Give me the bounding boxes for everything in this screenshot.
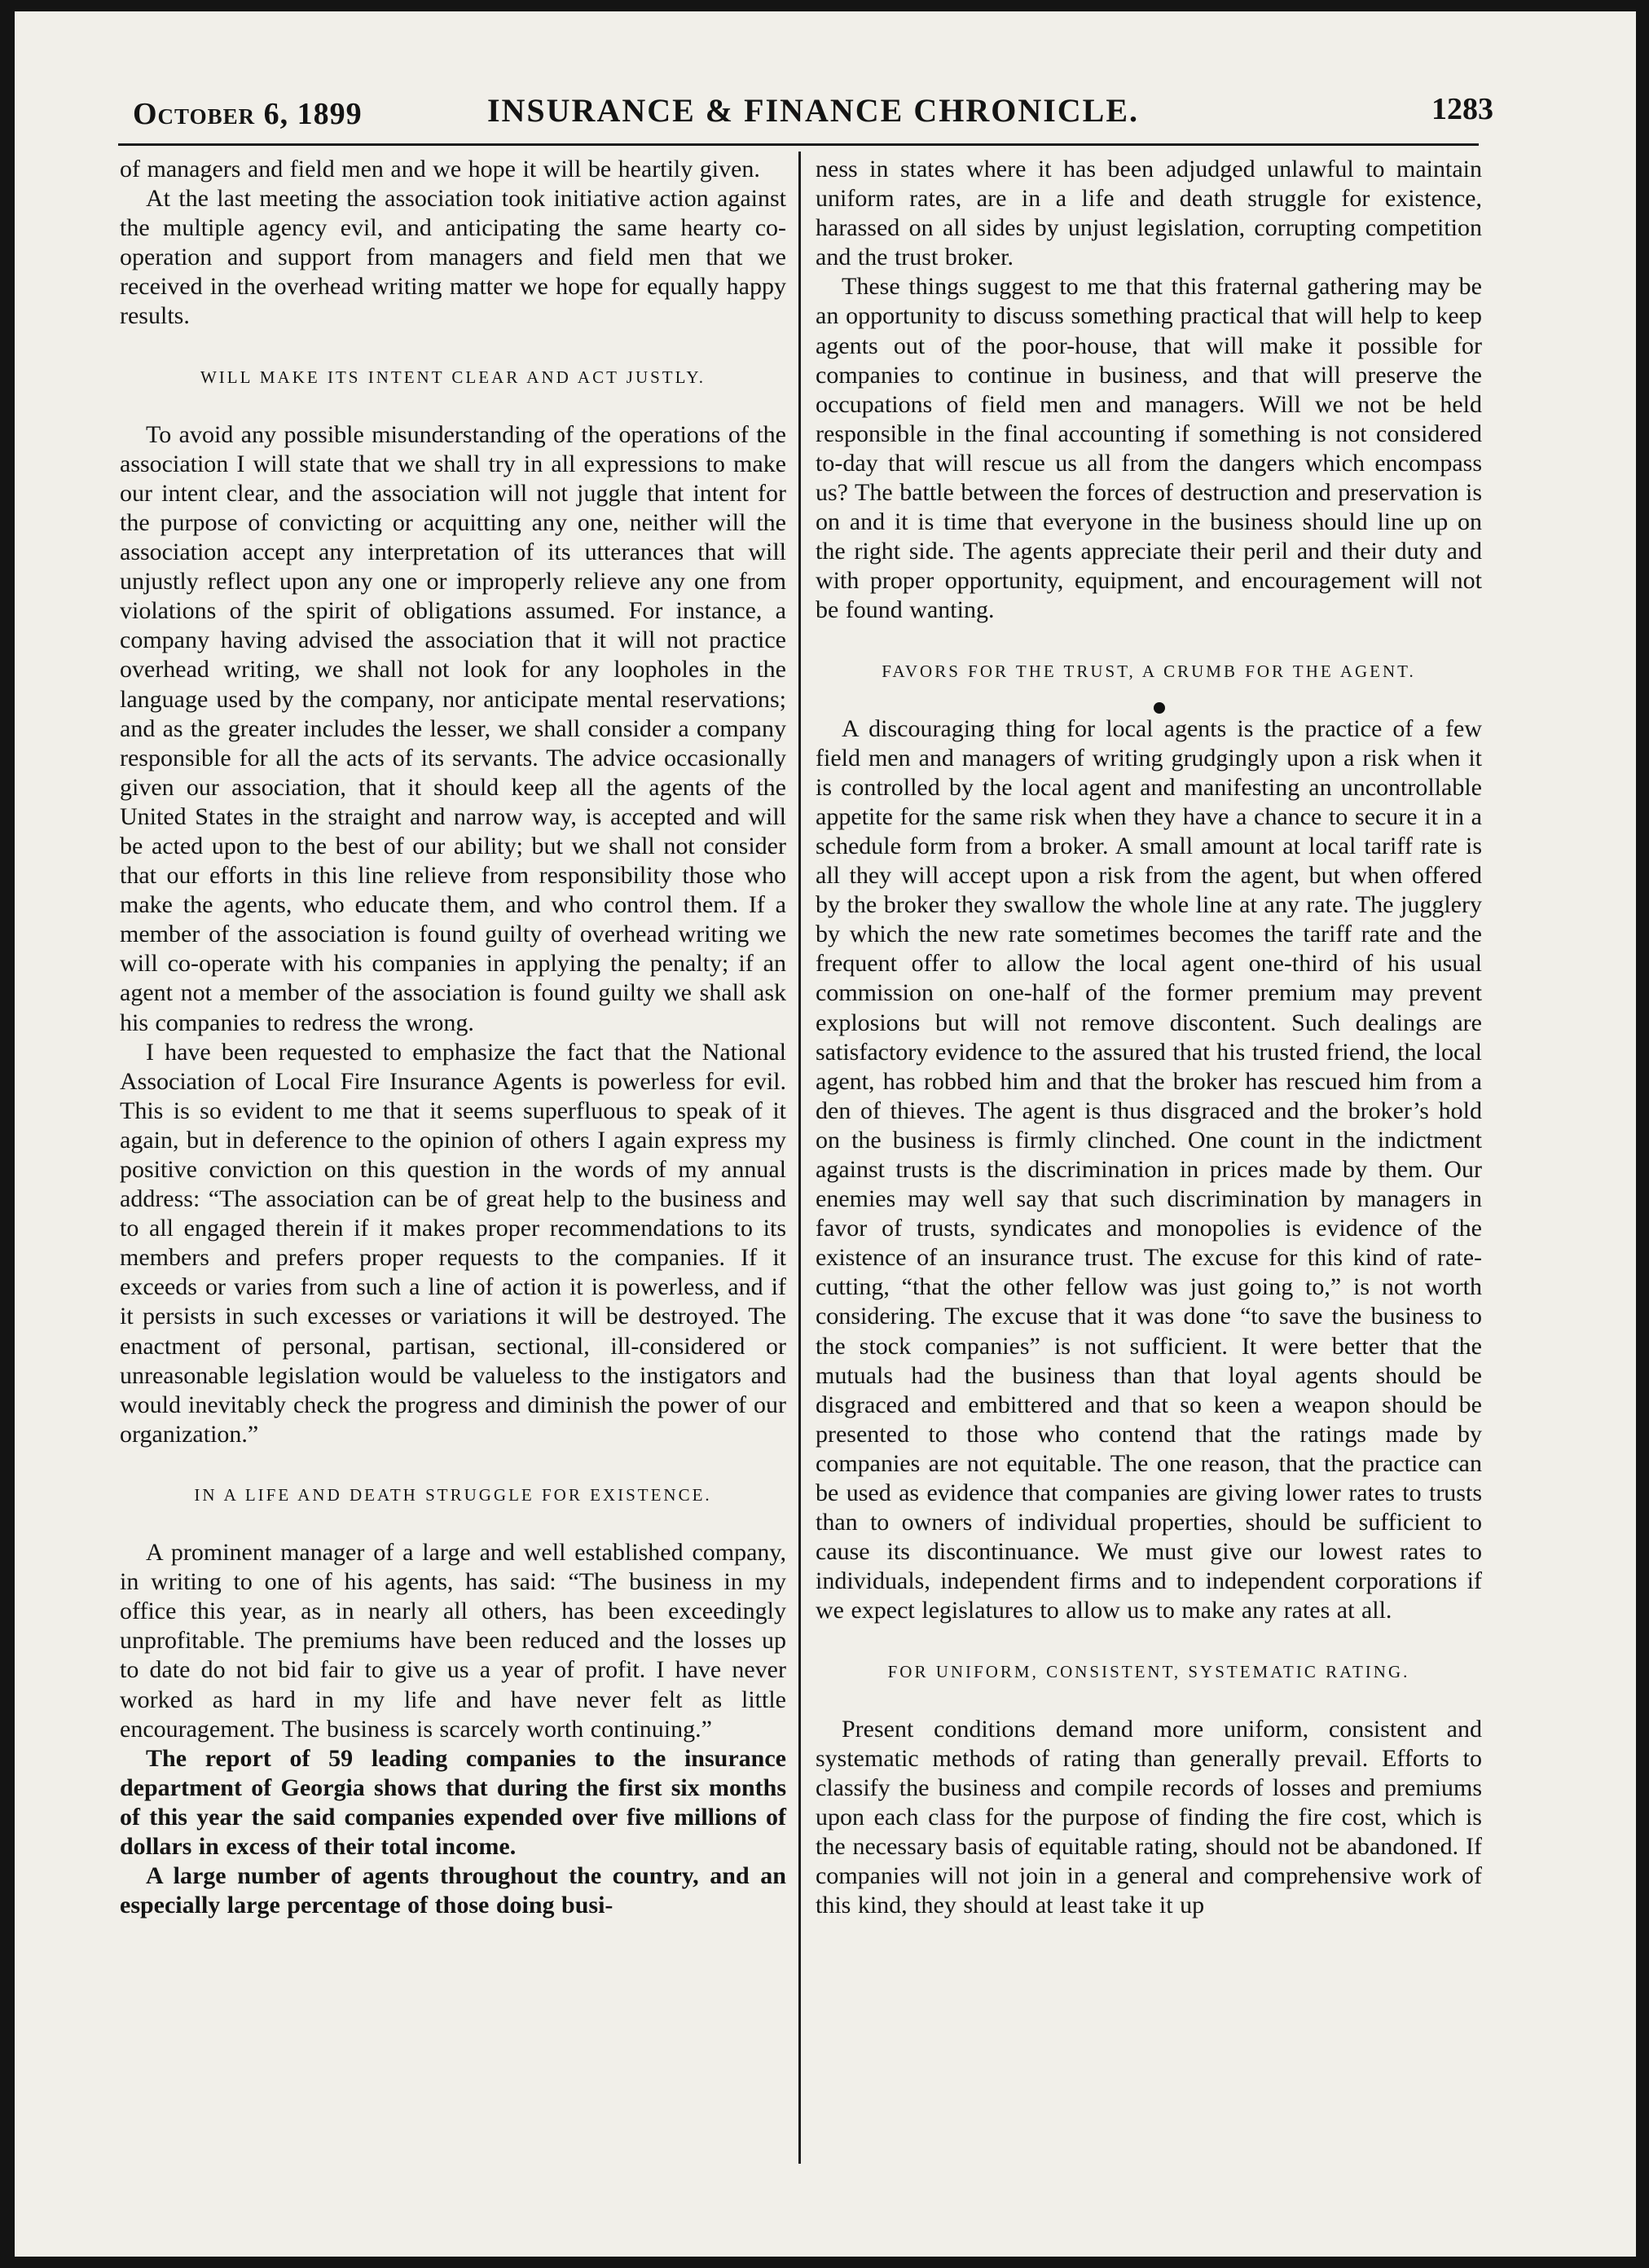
paragraph: ness in states where it has been adjudged unlawful to maintain uniform rates, are in a life and death struggle for existence, harassed on all sides by unjust legislation, corrupting competition and the trust broker. xyxy=(816,156,1482,271)
page-number: 1283 xyxy=(1431,92,1493,126)
ink-dot xyxy=(1154,702,1165,714)
paragraph: A discouraging thing for local agents is the practice of a few field men and managers of writing grudgingly upon a risk when it is controlled by the local agent and manifesting an uncontrollable appetite for the same risk when they have a chance to secure it in a schedule form from a broker. A small amount at local tariff rate is all they will accept upon a risk from the agent, but when offered by the broker they swallow the whole line at any rate. The jugglery by which the new rate sometimes becomes the tariff rate and the frequent offer to allow the local agent one-third of his usual commission on one-half of the former premium may prevent explosions but will not remove discontent. Such dealings are satisfactory evidence to the assured that his trusted friend, the local agent, has robbed him and that the broker has rescued him from a den of thieves. The agent is thus disgraced and the broker’s hold on the business is firmly clinched. One count in the indictment against trusts is the discrimination in prices made by them. Our enemies may well say that such discrimination by managers in favor of trusts, syndicates and monopolies is evidence of the existence of an insurance trust. The excuse for this kind of rate-cutting, “that the other fellow was just going to,” is not worth considering. The excuse that it was done “to save the business to the stock companies” is not sufficient. It were better that the mutuals had the business than that loyal agents should be disgraced and embittered and that so keen a weapon should be presented to those who contend that the ratings made by companies are not equitable. The one reason, that the practice can be used as evidence that companies are giving lower rates to trusts than to owners of individual properties, should be sufficient to cause its discontinuance. We must give our lowest rates to individuals, independent firms and to independent corporations if we expect legislatures to allow us to make any rates at all. xyxy=(816,714,1482,1624)
paragraph: A large number of agents throughout the country, and an especially large percentage of those doing busi- xyxy=(120,1862,786,1919)
section-heading: FAVORS FOR THE TRUST, A CRUMB FOR THE AGENT. xyxy=(882,661,1416,681)
paragraph: These things suggest to me that this fraternal gathering may be an opportunity to discuss something practical that will help to keep agents out of the poor-house, that will make it possible for companies to continue in business, and that will preserve the occupations of field men and managers. Will we not be held responsible in the final accounting if something is not considered to-day that will rescue us all from the dangers which encompass us? The battle between the forces of destruction and preservation is on and it is time that everyone in the business should line up on the right side. The agents appreciate their peril and their duty and with proper opportunity, equipment, and encouragement will not be found wanting. xyxy=(816,273,1482,624)
paragraph: A prominent manager of a large and well established company, in writing to one of his agents, has said: “The business in my office this year, as in nearly all others, has been exceedingly unprofitable. The premiums have been reduced and the losses up to date do not bid fair to give us a year of profit. I have never worked as hard in my life and have never felt as little encouragement. The business is scarcely worth continuing.” xyxy=(120,1539,786,1743)
issue-date: October 6, 1899 xyxy=(133,97,363,131)
section-heading: FOR UNIFORM, CONSISTENT, SYSTEMATIC RATING. xyxy=(887,1661,1410,1681)
paragraph: of managers and field men and we hope it will be heartily given. xyxy=(120,156,760,182)
paragraph: At the last meeting the association took initiative action against the multiple agency evil, and anticipating the same hearty co-operation and support from managers and field men that we received in the overhead writing matter we hope for equally happy results. xyxy=(120,185,786,330)
header-rule xyxy=(118,143,1479,146)
section-heading: WILL MAKE ITS INTENT CLEAR AND ACT JUSTLY. xyxy=(200,367,706,387)
left-column xyxy=(120,155,786,1920)
section-heading: IN A LIFE AND DEATH STRUGGLE FOR EXISTENCE. xyxy=(194,1484,712,1505)
right-column xyxy=(816,155,1482,1920)
page-header xyxy=(133,90,1493,138)
paragraph: To avoid any possible misunderstanding of the operations of the association I will state that we shall try in all expressions to make our intent clear, and the association will not juggle that intent for the purpose of convicting or acquitting any one, neither will the association accept any interpretation of its utterances that will unjustly reflect upon any one or improperly relieve any one from violations of the spirit of obligations assumed. For instance, a company having advised the association that it will not practice overhead writing, we shall not look for any loopholes in the language used by the company, nor anticipate mental reservations; and as the greater includes the lesser, we shall consider a company responsible for all the acts of its servants. The advice occasionally given our association, that it should keep all the agents of the United States in the straight and narrow way, is accepted and will be acted upon to the best of our ability; but we shall not consider that our efforts in this line relieve from responsibility those who make the agents, who educate them, and who control them. If a member of the association is found guilty of overhead writing we will co-operate with his companies in applying the penalty; if an agent not a member of the association is found guilty we shall ask his companies to redress the wrong. xyxy=(120,420,786,1036)
publication-title: INSURANCE & FINANCE CHRONICLE. xyxy=(486,92,1140,129)
paragraph: I have been requested to emphasize the fact that the National Association of Local Fire Insurance Agents is powerless for evil. This is so evident to me that it seems superfluous to speak of it again, but in deference to the opinion of others I again express my positive conviction on this question in the words of my annual address: “The association can be of great help to the business and to all engaged therein if it makes proper recommendations to its members and prefers proper requests to the companies. If it exceeds or varies from such a line of action it is powerless, and if it persists in such excesses or variations it will be destroyed. The enactment of personal, partisan, sectional, ill-considered or unreasonable legislation would be valueless to the instigators and would inevitably check the progress and diminish the power of our organization.” xyxy=(120,1038,786,1448)
paragraph: Present conditions demand more uniform, consistent and systematic methods of rating than generally prevail. Efforts to classify the business and compile records of losses and premiums upon each class for the purpose of finding the fire cost, which is the necessary basis of equitable rating, should not be abandoned. If companies will not join in a general and comprehensive work of this kind, they should at least take it up xyxy=(816,1715,1482,1919)
column-divider xyxy=(798,152,801,2164)
paragraph: The report of 59 leading companies to the insurance department of Georgia shows that during the first six months of this year the said companies expended over five millions of dollars in excess of their total income. xyxy=(120,1744,786,1860)
